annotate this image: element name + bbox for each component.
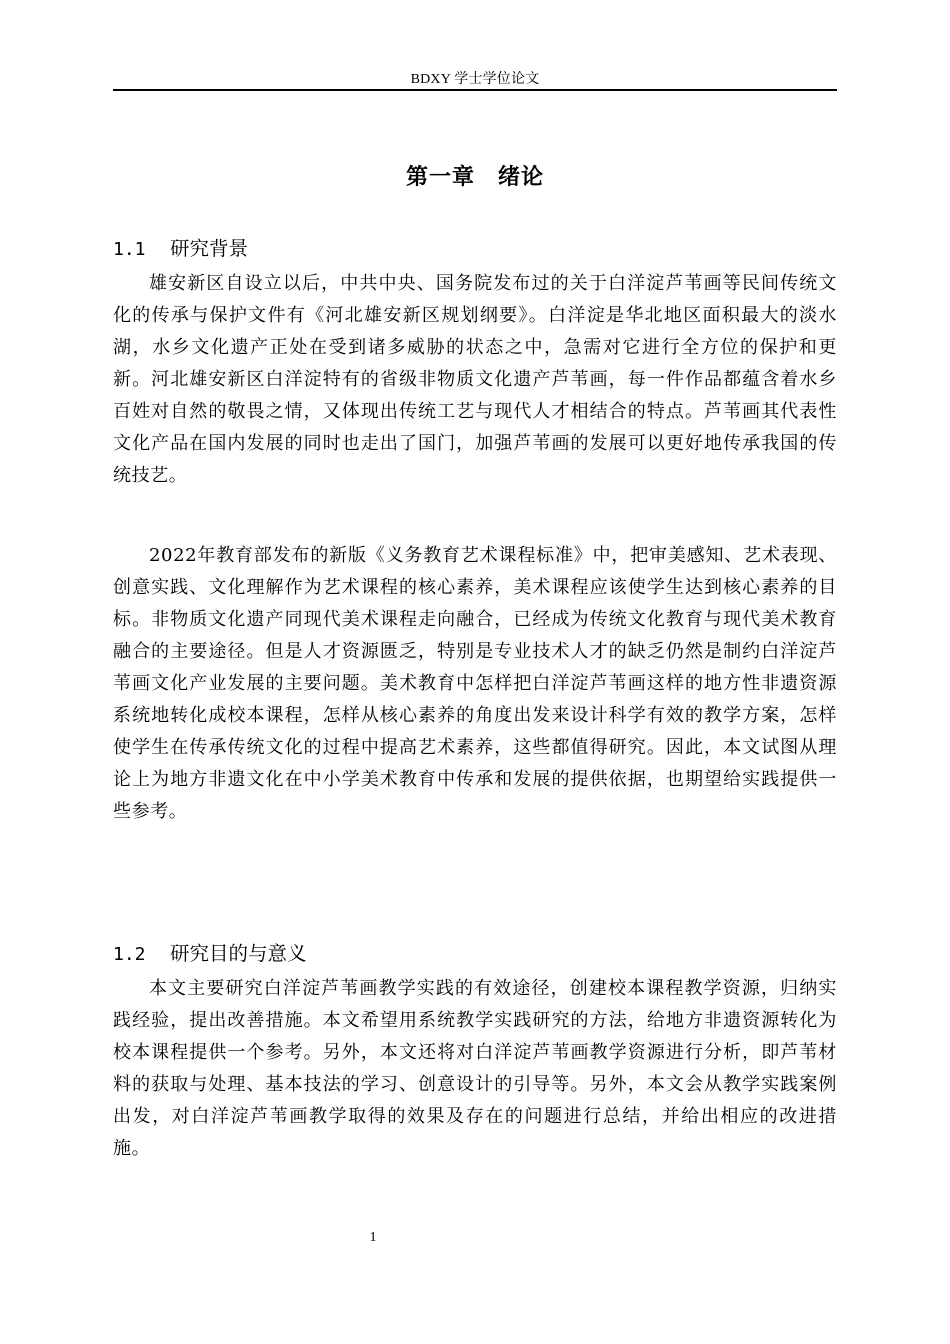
section-number: 1.2 (113, 944, 146, 965)
paragraph: 2022年教育部发布的新版《义务教育艺术课程标准》中，把审美感知、艺术表现、创意实践、文化理解作为艺术课程的核心素养，美术课程应该使学生达到核心素养的目标。非物质文化遗产同现代美术课程走向融合，已经成为传统文化教育与现代美术教育融合的主要途径。但是人才资源匮乏，特别是专业技术人才的缺乏仍然是制约白洋淀芦苇画文化产业发展的主要问题。美术教育中怎样把白洋淀芦苇画这样的地方性非遗资源系统地转化成校本课程，怎样从核心素养的角度出发来设计科学有效的教学方案，怎样使学生在传承传统文化的过程中提高艺术素养，这些都值得研究。因此，本文试图从理论上为地方非遗文化在中小学美术教育中传承和发展的提供依据，也期望给实践提供一些参考。 (113, 545, 837, 822)
section-title: 研究背景 (170, 237, 249, 260)
header-rule (113, 89, 837, 91)
section-heading-1-1 (113, 233, 248, 261)
paragraph: 雄安新区自设立以后，中共中央、国务院发布过的关于白洋淀芦苇画等民间传统文化的传承与保护文件有《河北雄安新区规划纲要》。白洋淀是华北地区面积最大的淡水湖，水乡文化遗产正处在受到诸多威胁的状态之中，急需对它进行全方位的保护和更新。河北雄安新区白洋淀特有的省级非物质文化遗产芦苇画，每一件作品都蕴含着水乡百姓对自然的敬畏之情，又体现出传统工艺与现代人才相结合的特点。芦苇画其代表性文化产品在国内发展的同时也走出了国门，加强芦苇画的发展可以更好地传承我国的传统技艺。 (113, 273, 837, 486)
page-number: 1 (369, 1230, 377, 1245)
chapter-title: 第一章 绪论 (405, 165, 544, 190)
section-heading-1-2 (113, 938, 307, 966)
paragraph: 本文主要研究白洋淀芦苇画教学实践的有效途径，创建校本课程教学资源，归纳实践经验，提出改善措施。本文希望用系统教学实践研究的方法，给地方非遗资源转化为校本课程提供一个参考。另外，本文还将对白洋淀芦苇画教学资源进行分析，即芦苇材料的获取与处理、基本技法的学习、创意设计的引导等。另外，本文会从教学实践案例出发，对白洋淀芦苇画教学取得的效果及存在的问题进行总结，并给出相应的改进措施。 (113, 978, 837, 1159)
section-title: 研究目的与意义 (170, 942, 307, 965)
section-number: 1.1 (113, 239, 146, 260)
running-header: BDXY 学士学位论文 (410, 72, 540, 87)
